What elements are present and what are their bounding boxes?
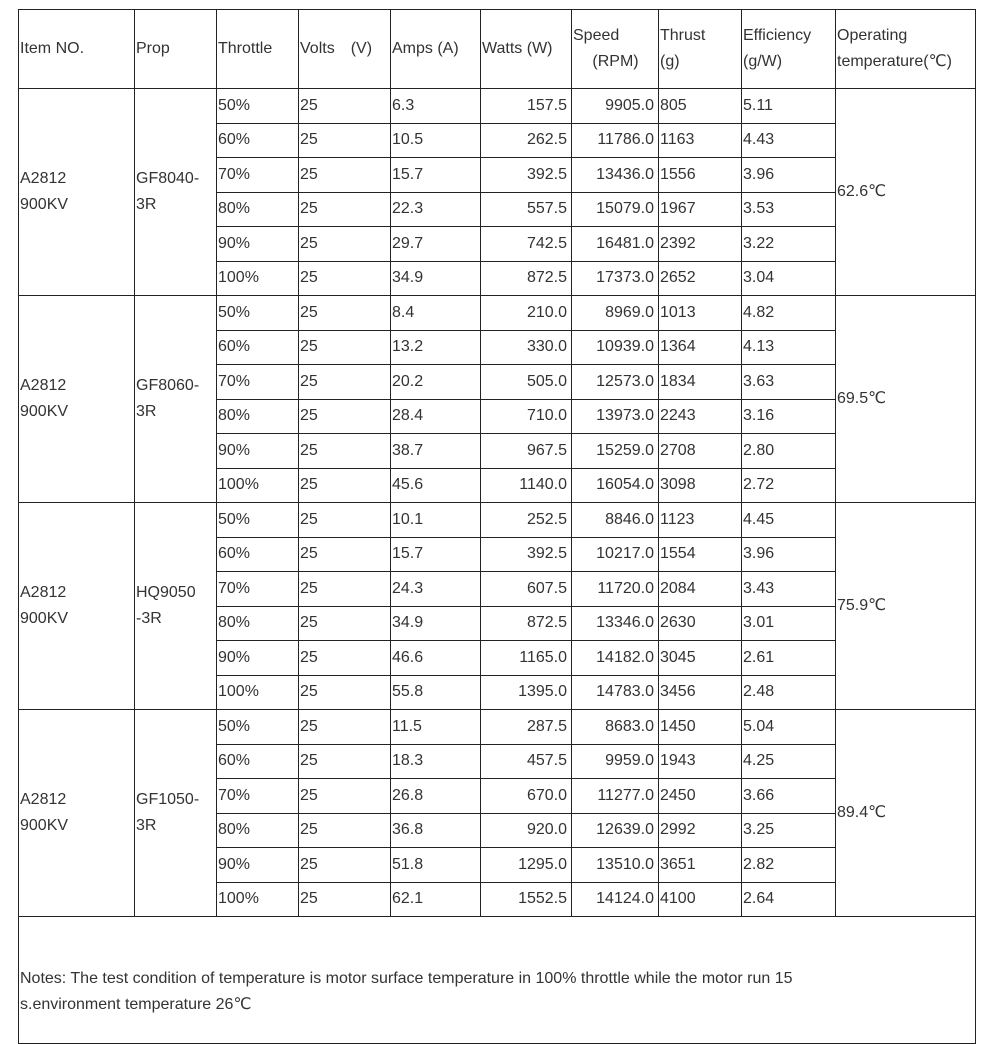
speed-cell: 8969.0 — [572, 296, 659, 331]
volts-cell: 25 — [299, 158, 391, 193]
thrust-cell: 2243 — [659, 399, 742, 434]
watts-cell: 505.0 — [481, 365, 572, 400]
amps-cell: 22.3 — [391, 192, 481, 227]
watts-cell: 210.0 — [481, 296, 572, 331]
watts-cell: 252.5 — [481, 503, 572, 538]
prop-line1: GF8060- — [136, 377, 200, 394]
speed-cell: 10939.0 — [572, 330, 659, 365]
efficiency-cell: 4.25 — [742, 744, 836, 779]
table-row — [19, 296, 976, 331]
header-row — [19, 10, 976, 89]
thrust-cell: 1163 — [659, 123, 742, 158]
efficiency-cell: 5.04 — [742, 710, 836, 745]
throttle-cell: 70% — [217, 572, 299, 607]
speed-cell: 13436.0 — [572, 158, 659, 193]
watts-cell: 287.5 — [481, 710, 572, 745]
amps-cell: 55.8 — [391, 675, 481, 710]
watts-cell: 330.0 — [481, 330, 572, 365]
volts-cell: 25 — [299, 123, 391, 158]
speed-cell: 12573.0 — [572, 365, 659, 400]
efficiency-cell: 3.66 — [742, 779, 836, 814]
item-no-cell — [19, 503, 135, 710]
watts-cell: 607.5 — [481, 572, 572, 607]
thrust-cell: 3098 — [659, 468, 742, 503]
throttle-cell: 50% — [217, 710, 299, 745]
header-temperature-line2: temperature(℃) — [837, 53, 952, 70]
watts-cell: 670.0 — [481, 779, 572, 814]
volts-cell: 25 — [299, 192, 391, 227]
header-item-no: Item NO. — [19, 10, 135, 89]
motor-test-data-table — [18, 9, 976, 1044]
operating-temperature-cell: 69.5℃ — [836, 296, 976, 503]
header-volts: Volts (V) — [299, 10, 391, 89]
efficiency-cell: 5.11 — [742, 89, 836, 124]
amps-cell: 29.7 — [391, 227, 481, 262]
item-no-line2: 900KV — [20, 403, 69, 420]
header-thrust — [659, 10, 742, 89]
speed-cell: 9905.0 — [572, 89, 659, 124]
prop-line2: 3R — [136, 403, 157, 420]
prop-line2: 3R — [136, 196, 157, 213]
throttle-cell: 80% — [217, 813, 299, 848]
spec-table-container — [18, 9, 976, 1044]
volts-cell: 25 — [299, 434, 391, 469]
throttle-cell: 60% — [217, 330, 299, 365]
watts-cell: 1395.0 — [481, 675, 572, 710]
speed-cell: 13510.0 — [572, 848, 659, 883]
throttle-cell: 50% — [217, 89, 299, 124]
volts-cell: 25 — [299, 882, 391, 917]
efficiency-cell: 4.13 — [742, 330, 836, 365]
thrust-cell: 1967 — [659, 192, 742, 227]
throttle-cell: 60% — [217, 537, 299, 572]
thrust-cell: 2708 — [659, 434, 742, 469]
volts-cell: 25 — [299, 296, 391, 331]
speed-cell: 13973.0 — [572, 399, 659, 434]
speed-cell: 11277.0 — [572, 779, 659, 814]
thrust-cell: 3456 — [659, 675, 742, 710]
amps-cell: 62.1 — [391, 882, 481, 917]
speed-cell: 13346.0 — [572, 606, 659, 641]
amps-cell: 38.7 — [391, 434, 481, 469]
volts-cell: 25 — [299, 641, 391, 676]
amps-cell: 10.1 — [391, 503, 481, 538]
efficiency-cell: 3.16 — [742, 399, 836, 434]
operating-temperature-cell: 75.9℃ — [836, 503, 976, 710]
volts-cell: 25 — [299, 503, 391, 538]
prop-cell — [135, 296, 217, 503]
item-no-line2: 900KV — [20, 196, 69, 213]
prop-line2: -3R — [136, 610, 162, 627]
header-thrust-line2: (g) — [660, 53, 680, 70]
table-row — [19, 503, 976, 538]
throttle-cell: 90% — [217, 848, 299, 883]
volts-cell: 25 — [299, 330, 391, 365]
watts-cell: 742.5 — [481, 227, 572, 262]
volts-cell: 25 — [299, 468, 391, 503]
volts-cell: 25 — [299, 89, 391, 124]
prop-line2: 3R — [136, 817, 157, 834]
throttle-cell: 100% — [217, 882, 299, 917]
volts-cell: 25 — [299, 848, 391, 883]
efficiency-cell: 3.96 — [742, 158, 836, 193]
volts-cell: 25 — [299, 813, 391, 848]
prop-line1: GF8040- — [136, 170, 200, 187]
notes-line1: Notes: The test condition of temperature is motor surface temperature in 100% throttle while the motor run 15 — [20, 970, 793, 987]
thrust-cell: 2450 — [659, 779, 742, 814]
speed-cell: 11720.0 — [572, 572, 659, 607]
header-watts: Watts (W) — [481, 10, 572, 89]
thrust-cell: 3651 — [659, 848, 742, 883]
amps-cell: 20.2 — [391, 365, 481, 400]
header-amps: Amps (A) — [391, 10, 481, 89]
header-thrust-line1: Thrust — [660, 27, 706, 44]
throttle-cell: 70% — [217, 779, 299, 814]
notes-cell — [19, 917, 976, 1044]
amps-cell: 10.5 — [391, 123, 481, 158]
volts-cell: 25 — [299, 606, 391, 641]
thrust-cell: 1554 — [659, 537, 742, 572]
thrust-cell: 2084 — [659, 572, 742, 607]
notes-row — [19, 917, 976, 1044]
amps-cell: 6.3 — [391, 89, 481, 124]
efficiency-cell: 3.22 — [742, 227, 836, 262]
amps-cell: 51.8 — [391, 848, 481, 883]
amps-cell: 46.6 — [391, 641, 481, 676]
amps-cell: 13.2 — [391, 330, 481, 365]
operating-temperature-cell: 62.6℃ — [836, 89, 976, 296]
header-efficiency-line1: Efficiency — [743, 27, 812, 44]
watts-cell: 872.5 — [481, 261, 572, 296]
efficiency-cell: 3.25 — [742, 813, 836, 848]
speed-cell: 16054.0 — [572, 468, 659, 503]
throttle-cell: 50% — [217, 296, 299, 331]
watts-cell: 1140.0 — [481, 468, 572, 503]
table-row — [19, 89, 976, 124]
volts-cell: 25 — [299, 779, 391, 814]
volts-cell: 25 — [299, 365, 391, 400]
prop-cell — [135, 89, 217, 296]
throttle-cell: 90% — [217, 227, 299, 262]
amps-cell: 8.4 — [391, 296, 481, 331]
thrust-cell: 805 — [659, 89, 742, 124]
watts-cell: 157.5 — [481, 89, 572, 124]
item-no-line2: 900KV — [20, 817, 69, 834]
amps-cell: 34.9 — [391, 261, 481, 296]
efficiency-cell: 2.72 — [742, 468, 836, 503]
item-no-line1: A2812 — [20, 170, 67, 187]
item-no-cell — [19, 89, 135, 296]
item-no-line1: A2812 — [20, 377, 67, 394]
amps-cell: 11.5 — [391, 710, 481, 745]
watts-cell: 557.5 — [481, 192, 572, 227]
amps-cell: 15.7 — [391, 537, 481, 572]
amps-cell: 34.9 — [391, 606, 481, 641]
watts-cell: 1165.0 — [481, 641, 572, 676]
thrust-cell: 2992 — [659, 813, 742, 848]
volts-cell: 25 — [299, 227, 391, 262]
speed-cell: 8846.0 — [572, 503, 659, 538]
efficiency-cell: 3.63 — [742, 365, 836, 400]
prop-line1: HQ9050 — [136, 584, 196, 601]
header-efficiency-line2: (g/W) — [743, 53, 783, 70]
amps-cell: 18.3 — [391, 744, 481, 779]
thrust-cell: 2630 — [659, 606, 742, 641]
throttle-cell: 90% — [217, 434, 299, 469]
speed-cell: 14783.0 — [572, 675, 659, 710]
speed-cell: 12639.0 — [572, 813, 659, 848]
thrust-cell: 1556 — [659, 158, 742, 193]
operating-temperature-cell: 89.4℃ — [836, 710, 976, 917]
thrust-cell: 1943 — [659, 744, 742, 779]
efficiency-cell: 4.45 — [742, 503, 836, 538]
watts-cell: 392.5 — [481, 537, 572, 572]
volts-cell: 25 — [299, 675, 391, 710]
header-speed-line2: (RPM) — [592, 53, 639, 70]
watts-cell: 392.5 — [481, 158, 572, 193]
throttle-cell: 60% — [217, 744, 299, 779]
thrust-cell: 1364 — [659, 330, 742, 365]
speed-cell: 10217.0 — [572, 537, 659, 572]
efficiency-cell: 2.61 — [742, 641, 836, 676]
table-row — [19, 710, 976, 745]
efficiency-cell: 2.48 — [742, 675, 836, 710]
prop-line1: GF1050- — [136, 791, 200, 808]
efficiency-cell: 2.64 — [742, 882, 836, 917]
throttle-cell: 100% — [217, 261, 299, 296]
thrust-cell: 1123 — [659, 503, 742, 538]
efficiency-cell: 4.43 — [742, 123, 836, 158]
speed-cell: 17373.0 — [572, 261, 659, 296]
watts-cell: 1552.5 — [481, 882, 572, 917]
volts-cell: 25 — [299, 572, 391, 607]
throttle-cell: 70% — [217, 365, 299, 400]
amps-cell: 36.8 — [391, 813, 481, 848]
efficiency-cell: 2.82 — [742, 848, 836, 883]
throttle-cell: 80% — [217, 192, 299, 227]
notes-line2: s.environment temperature 26℃ — [20, 996, 252, 1013]
prop-cell — [135, 710, 217, 917]
header-efficiency — [742, 10, 836, 89]
header-temperature-line1: Operating — [837, 27, 908, 44]
watts-cell: 262.5 — [481, 123, 572, 158]
volts-cell: 25 — [299, 261, 391, 296]
item-no-cell — [19, 710, 135, 917]
thrust-cell: 1013 — [659, 296, 742, 331]
header-temperature — [836, 10, 976, 89]
speed-cell: 9959.0 — [572, 744, 659, 779]
watts-cell: 457.5 — [481, 744, 572, 779]
efficiency-cell: 3.04 — [742, 261, 836, 296]
throttle-cell: 80% — [217, 606, 299, 641]
speed-cell: 15079.0 — [572, 192, 659, 227]
watts-cell: 967.5 — [481, 434, 572, 469]
thrust-cell: 4100 — [659, 882, 742, 917]
volts-cell: 25 — [299, 537, 391, 572]
item-no-line1: A2812 — [20, 584, 67, 601]
amps-cell: 28.4 — [391, 399, 481, 434]
amps-cell: 45.6 — [391, 468, 481, 503]
thrust-cell: 2652 — [659, 261, 742, 296]
thrust-cell: 2392 — [659, 227, 742, 262]
item-no-line1: A2812 — [20, 791, 67, 808]
amps-cell: 26.8 — [391, 779, 481, 814]
item-no-cell — [19, 296, 135, 503]
speed-cell: 15259.0 — [572, 434, 659, 469]
header-throttle: Throttle — [217, 10, 299, 89]
speed-cell: 8683.0 — [572, 710, 659, 745]
efficiency-cell: 3.43 — [742, 572, 836, 607]
speed-cell: 11786.0 — [572, 123, 659, 158]
throttle-cell: 50% — [217, 503, 299, 538]
header-speed — [572, 10, 659, 89]
thrust-cell: 1450 — [659, 710, 742, 745]
amps-cell: 15.7 — [391, 158, 481, 193]
watts-cell: 872.5 — [481, 606, 572, 641]
efficiency-cell: 3.53 — [742, 192, 836, 227]
thrust-cell: 1834 — [659, 365, 742, 400]
item-no-line2: 900KV — [20, 610, 69, 627]
watts-cell: 920.0 — [481, 813, 572, 848]
volts-cell: 25 — [299, 710, 391, 745]
watts-cell: 1295.0 — [481, 848, 572, 883]
throttle-cell: 70% — [217, 158, 299, 193]
header-speed-line1: Speed — [573, 27, 620, 44]
volts-cell: 25 — [299, 744, 391, 779]
throttle-cell: 90% — [217, 641, 299, 676]
amps-cell: 24.3 — [391, 572, 481, 607]
watts-cell: 710.0 — [481, 399, 572, 434]
speed-cell: 14124.0 — [572, 882, 659, 917]
efficiency-cell: 2.80 — [742, 434, 836, 469]
throttle-cell: 100% — [217, 675, 299, 710]
throttle-cell: 100% — [217, 468, 299, 503]
prop-cell — [135, 503, 217, 710]
thrust-cell: 3045 — [659, 641, 742, 676]
efficiency-cell: 3.96 — [742, 537, 836, 572]
throttle-cell: 80% — [217, 399, 299, 434]
efficiency-cell: 3.01 — [742, 606, 836, 641]
efficiency-cell: 4.82 — [742, 296, 836, 331]
throttle-cell: 60% — [217, 123, 299, 158]
volts-cell: 25 — [299, 399, 391, 434]
speed-cell: 16481.0 — [572, 227, 659, 262]
header-prop: Prop — [135, 10, 217, 89]
speed-cell: 14182.0 — [572, 641, 659, 676]
